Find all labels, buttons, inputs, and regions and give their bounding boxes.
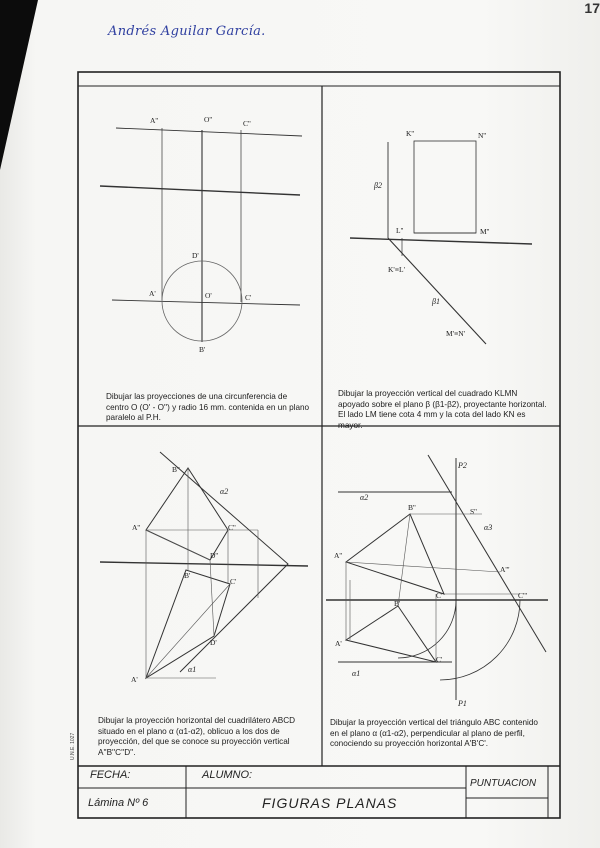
p4-label-alpha1: α1 — [352, 669, 361, 678]
p1-plane-trace — [116, 128, 302, 136]
p3-label-a2: A'' — [132, 523, 141, 532]
p2-label-kl1: K'≡L' — [388, 265, 405, 274]
p1-label-c2: C'' — [243, 119, 251, 128]
p4-label-a3: A''' — [500, 565, 510, 574]
puntuacion-label: PUNTUACION — [470, 778, 537, 789]
student-signature: Andrés Aguilar García. — [108, 24, 266, 39]
p4-label-b2: B'' — [408, 503, 416, 512]
p4-label-p1: P1 — [458, 699, 467, 708]
p3-label-d1: D' — [210, 638, 217, 647]
p3-label-c2: C'' — [228, 523, 236, 532]
p2-label-l2: L'' — [396, 226, 404, 235]
p1-label-o1: O' — [205, 291, 212, 300]
panel-2-labels — [373, 129, 490, 338]
p2-square-projection — [414, 141, 476, 233]
p1-label-d1: D' — [192, 251, 199, 260]
p1-label-b1: B' — [199, 345, 206, 354]
p4-triangle-vertical — [346, 514, 444, 594]
panel-2-caption: Dibujar la proyección vertical del cuadrado KLMN apoyado sobre el plano β (β1-β2), proyectante horizontal. El lado LM tiene cota 4 mm y la cota del lado KN es mayor. — [338, 389, 547, 430]
p2-label-m2: M'' — [480, 227, 490, 236]
p4-label-p2: P2 — [458, 461, 467, 470]
page-number: 17 — [584, 0, 600, 16]
p4-label-a2: A'' — [334, 551, 343, 560]
p4-arc-large — [440, 600, 520, 680]
fecha-label: FECHA: — [90, 769, 131, 781]
p4-label-c3: C''' — [518, 591, 528, 600]
panel-1-labels — [149, 115, 252, 354]
p2-label-beta2: β2 — [374, 181, 382, 190]
p4-label-alpha3: α3 — [484, 523, 493, 532]
p3-alpha-traces — [160, 452, 288, 672]
p3-label-b2: B'' — [172, 465, 180, 474]
p2-label-beta1: β1 — [432, 297, 440, 306]
alumno-label: ALUMNO: — [202, 769, 253, 781]
p1-horizontal-line — [112, 300, 300, 305]
p1-label-a2: A'' — [150, 116, 159, 125]
p4-label-s2: S'' — [470, 507, 477, 516]
p3-ground-line — [100, 562, 308, 566]
panel-3-caption: Dibujar la proyección horizontal del cuadrilátero ABCD situado en el plano α (α1-α2), oblicuo a los dos de proyección, del que se conoce su proyección vertical A''B''C''D''. — [98, 716, 296, 757]
p2-label-n2: N'' — [478, 131, 487, 140]
p4-label-c2: C' — [436, 591, 443, 600]
p1-ground-line — [100, 186, 300, 195]
panel-1-drawing — [100, 128, 302, 342]
panel-1-caption: Dibujar las proyecciones de una circunferencia de centro O (O' - O'') y radio 16 mm. contenida en un plano paralelo al P.H. — [106, 392, 310, 422]
panel-4-labels — [334, 461, 528, 708]
p1-label-c1: C' — [245, 293, 252, 302]
p3-label-a1: A' — [131, 675, 138, 684]
panel-3-labels — [131, 465, 237, 684]
p1-label-a1: A' — [149, 289, 156, 298]
panel-2-drawing — [350, 141, 532, 344]
p3-label-alpha2: α2 — [220, 487, 229, 496]
p2-label-k2: K'' — [406, 129, 415, 138]
p3-label-b1: B' — [184, 571, 191, 580]
side-standard-mark: U.N.E. 1027 — [70, 732, 76, 760]
p4-label-c1: C' — [436, 655, 443, 664]
p4-label-alpha2: α2 — [360, 493, 369, 502]
p3-label-c1: C' — [230, 577, 237, 586]
p4-label-b1: B' — [394, 599, 401, 608]
p4-label-a1: A' — [335, 639, 342, 648]
sheet-title: FIGURAS PLANAS — [262, 795, 398, 811]
p3-quad-vertical — [146, 468, 228, 560]
sheet-frame — [78, 72, 560, 818]
lamina-label: Lámina Nº 6 — [88, 797, 149, 809]
p2-beta1-trace — [388, 238, 486, 344]
p2-label-mn1: M'≡N' — [446, 329, 466, 338]
p3-label-alpha1: α1 — [188, 665, 197, 674]
panel-3-drawing — [100, 452, 308, 678]
p4-alpha3-trace — [428, 455, 546, 652]
p1-label-o2: O'' — [204, 115, 213, 124]
panel-4-caption: Dibujar la proyección vertical del triángulo ABC contenido en el plano α (α1-α2), perpendicular al plano de perfil, conociendo su proyección horizontal A'B'C'. — [330, 718, 538, 748]
p3-quad-horizontal — [146, 570, 230, 678]
p4-triangle-horizontal — [346, 606, 436, 662]
p2-ground-line — [350, 238, 532, 244]
p3-label-d2: D'' — [210, 551, 219, 560]
